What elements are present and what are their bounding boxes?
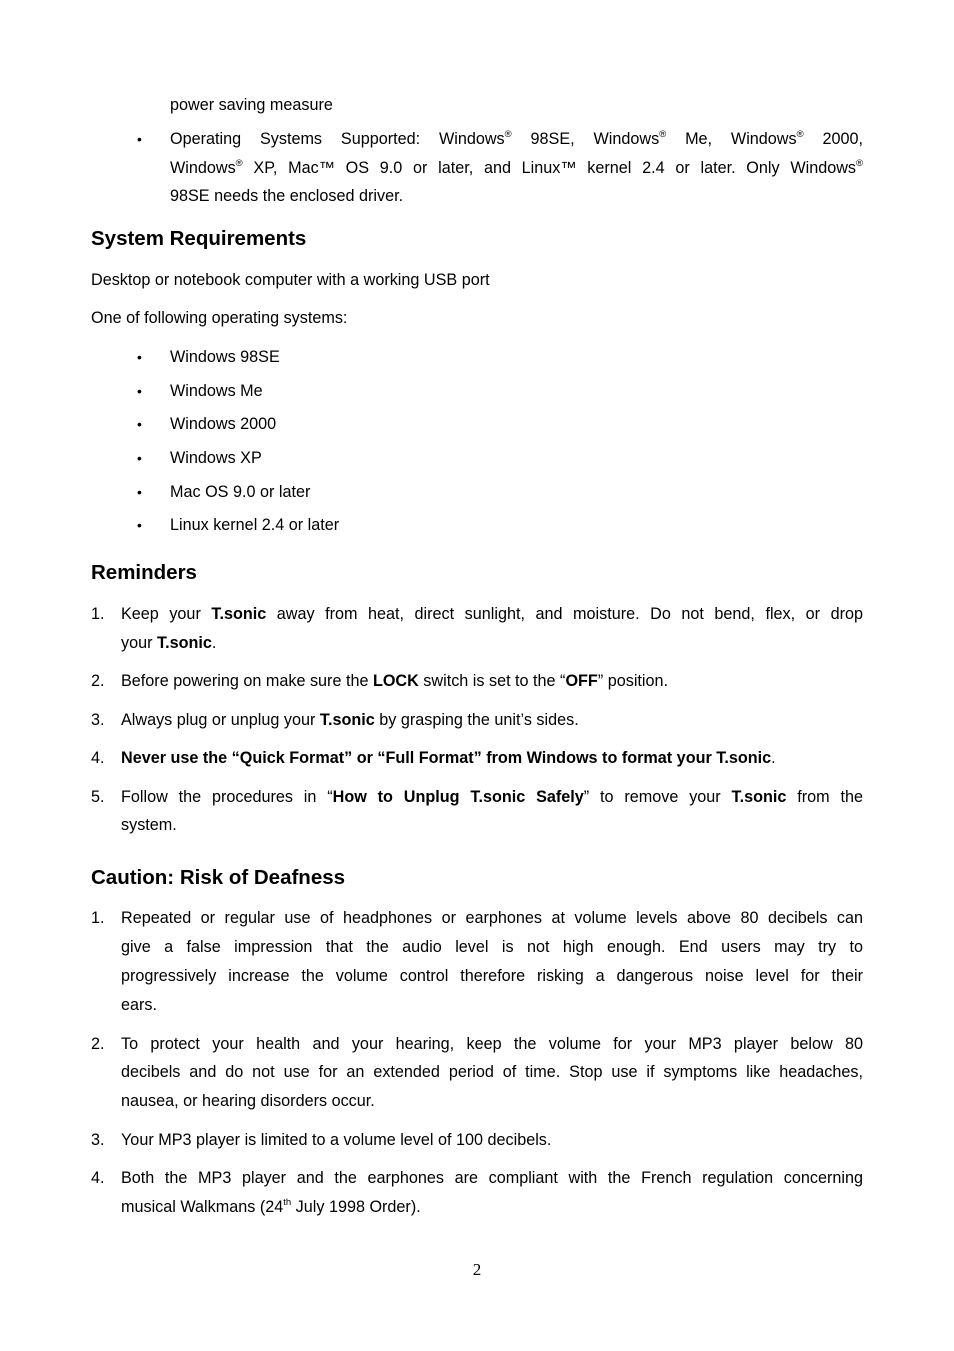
reminder-2: Before powering on make sure the LOCK switch is set to the “OFF” position. [121, 672, 669, 690]
os-supported-line-1: Operating Systems Supported: Windows® 98SE, Windows® Me, Windows® 2000, [170, 129, 863, 148]
list-item: Linux kernel 2.4 or later [170, 516, 340, 534]
list-number: 4. [91, 1169, 105, 1187]
requirement-os-intro: One of following operating systems: [91, 309, 348, 327]
caution-1-line-1: Repeated or regular use of headphones or earphones at volume levels above 80 decibels can [121, 909, 863, 927]
list-item: Windows Me [170, 382, 263, 400]
reminder-3: Always plug or unplug your T.sonic by grasping the unit’s sides. [121, 711, 579, 729]
system-requirements-heading: System Requirements [91, 227, 307, 250]
list-number: 1. [91, 909, 105, 927]
bullet: • [137, 383, 142, 399]
reminder-1-line-2: your T.sonic. [121, 634, 217, 652]
reminder-5-line-2: system. [121, 816, 177, 834]
caution-1-line-3: progressively increase the volume control therefore risking a dangerous noise level for their [121, 967, 863, 985]
caution-2-line-2: decibels and do not use for an extended period of time. Stop use if symptoms like headaches, [121, 1063, 863, 1081]
list-number: 2. [91, 672, 105, 690]
bullet: • [137, 484, 142, 500]
list-number: 2. [91, 1035, 105, 1053]
requirement-usb: Desktop or notebook computer with a working USB port [91, 271, 490, 289]
list-item: Windows 98SE [170, 348, 280, 366]
list-number: 3. [91, 1131, 105, 1149]
page-number: 2 [472, 1260, 482, 1279]
caution-heading: Caution: Risk of Deafness [91, 866, 346, 889]
bullet: • [137, 450, 142, 466]
reminder-4: Never use the “Quick Format” or “Full Format” from Windows to format your T.sonic. [121, 749, 776, 767]
bullet: • [137, 349, 142, 365]
bullet: • [137, 416, 142, 432]
intro-continuation: power saving measure [170, 96, 333, 114]
list-number: 3. [91, 711, 105, 729]
list-item: Mac OS 9.0 or later [170, 483, 311, 501]
caution-4-line-1: Both the MP3 player and the earphones are compliant with the French regulation concerning [121, 1169, 863, 1187]
bullet: • [137, 131, 142, 147]
caution-2-line-1: To protect your health and your hearing, keep the volume for your MP3 player below 80 [121, 1035, 863, 1053]
os-supported-line-2: Windows® XP, Mac™ OS 9.0 or later, and Linux™ kernel 2.4 or later. Only Windows® [170, 158, 863, 177]
caution-3: Your MP3 player is limited to a volume level of 100 decibels. [121, 1131, 552, 1149]
caution-2-line-3: nausea, or hearing disorders occur. [121, 1092, 375, 1110]
caution-1-line-2: give a false impression that the audio level is not high enough. End users may try to [121, 938, 863, 956]
list-item: Windows 2000 [170, 415, 277, 433]
caution-4-line-2: musical Walkmans (24th July 1998 Order). [121, 1197, 421, 1216]
list-number: 1. [91, 605, 105, 623]
list-number: 5. [91, 788, 105, 806]
reminders-heading: Reminders [91, 561, 197, 584]
reminder-1-line-1: Keep your T.sonic away from heat, direct sunlight, and moisture. Do not bend, flex, or drop [121, 605, 863, 623]
bullet: • [137, 517, 142, 533]
list-item: Windows XP [170, 449, 262, 467]
caution-1-line-4: ears. [121, 996, 157, 1014]
list-number: 4. [91, 749, 105, 767]
reminder-5-line-1: Follow the procedures in “How to Unplug T.sonic Safely” to remove your T.sonic from the [121, 788, 863, 806]
os-supported-line-3: 98SE needs the enclosed driver. [170, 187, 404, 205]
